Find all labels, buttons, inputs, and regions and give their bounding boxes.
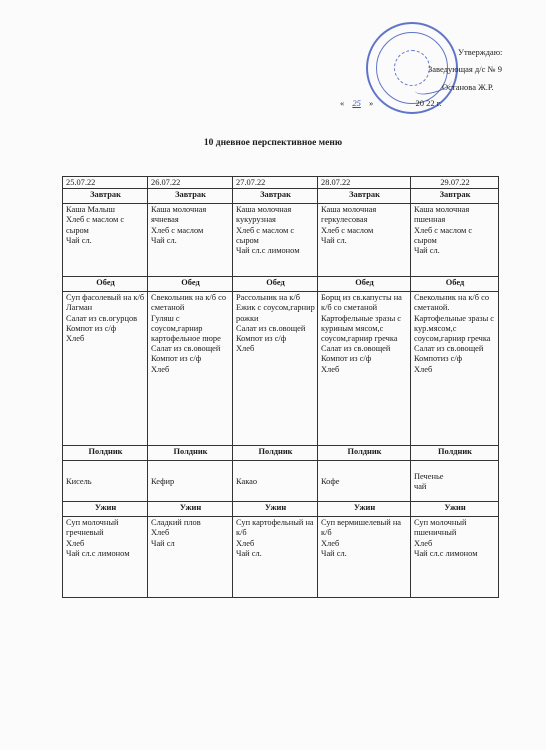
date-cell: 25.07.22 — [63, 177, 148, 189]
date-cell: 29.07.22 — [411, 177, 499, 189]
menu-cell — [411, 204, 499, 277]
menu-cell-text: Свекольник на к/б со сметаной. Картофельные зразы с кур.мясом,с соусом,гарнир гречка Салат из св.овощей Компотиз с/ф Хлеб — [414, 293, 495, 374]
approval-date-day: 25 — [352, 98, 361, 108]
menu-table — [62, 176, 499, 598]
menu-cell-text: Каша молочная пшенная Хлеб с маслом с сыром Чай сл. — [414, 205, 473, 256]
menu-cell — [318, 461, 411, 502]
lunch-row — [63, 292, 499, 446]
snack-header-row — [63, 446, 499, 461]
menu-cell — [148, 204, 233, 277]
meal-label: Завтрак — [318, 189, 411, 204]
dinner-header-row — [63, 502, 499, 517]
meal-label: Обед — [233, 277, 318, 292]
meal-label: Завтрак — [233, 189, 318, 204]
breakfast-header-row — [63, 189, 499, 204]
menu-cell — [318, 517, 411, 598]
menu-cell-text: Борщ из св.капусты на к/б со сметаной Картофельные зразы с куриным мясом,с соусом,гарнир гречка Салат из св.овощей Компот из с/ф Хлеб — [321, 293, 402, 374]
approval-position: Заведующая д/с № 9 — [428, 64, 503, 74]
date-cell: 28.07.22 — [318, 177, 411, 189]
menu-cell-text: Кефир — [151, 476, 175, 486]
menu-cell-text: Суп вермишелевый на к/б Хлеб Чай сл. — [321, 518, 402, 558]
menu-cell-text: Суп картофельный на к/б Хлеб Чай сл. — [236, 518, 314, 558]
menu-cell — [148, 292, 233, 446]
menu-cell-text: Каша молочная кукурузная Хлеб с маслом с сыром Чай сл.с лимоном — [236, 205, 300, 256]
menu-cell-text: Каша молочная геркулесовая Хлеб с маслом Чай сл. — [321, 205, 377, 245]
menu-cell-text: Какао — [236, 476, 258, 486]
menu-cell — [233, 292, 318, 446]
menu-cell-text: Суп молочный гречневый Хлеб Чай сл.с лимоном — [66, 518, 130, 558]
meal-label: Обед — [318, 277, 411, 292]
meal-label: Ужин — [148, 502, 233, 517]
menu-cell-text: Каша молочная ячневая Хлеб с маслом Чай сл. — [151, 205, 207, 245]
approval-date-year: 20 — [415, 98, 424, 108]
meal-label: Ужин — [411, 502, 499, 517]
meal-label: Обед — [63, 277, 148, 292]
menu-cell-text: Печенье чай — [414, 471, 444, 491]
meal-label: Ужин — [63, 502, 148, 517]
menu-cell-text: Кисель — [66, 476, 92, 486]
menu-cell — [63, 461, 148, 502]
approval-name: Останова Ж.Р. — [442, 82, 494, 92]
meal-label: Полдник — [63, 446, 148, 461]
date-cell: 27.07.22 — [233, 177, 318, 189]
lunch-header-row — [63, 277, 499, 292]
meal-label: Полдник — [318, 446, 411, 461]
dinner-row — [63, 517, 499, 598]
meal-label: Ужин — [233, 502, 318, 517]
meal-label: Обед — [148, 277, 233, 292]
approval-heading: Утверждаю: — [458, 47, 503, 57]
page-title: 10 дневное перспективное меню — [203, 138, 343, 148]
approval-date-open: « — [340, 98, 345, 108]
menu-cell-text: Суп молочный пшеничный Хлеб Чай сл.с лимоном — [414, 518, 478, 558]
snack-row — [63, 461, 499, 502]
menu-cell — [233, 517, 318, 598]
approval-date-end: 22 г. — [426, 98, 442, 108]
menu-cell — [411, 517, 499, 598]
dates-row — [63, 177, 499, 189]
menu-cell-text: Суп фасолевый на к/б Лагман Салат из св.огурцов Компот из с/ф Хлеб — [66, 293, 145, 344]
meal-label: Завтрак — [63, 189, 148, 204]
meal-label: Полдник — [233, 446, 318, 461]
menu-cell — [411, 461, 499, 502]
meal-label: Ужин — [318, 502, 411, 517]
approval-date — [340, 97, 441, 109]
menu-cell — [233, 204, 318, 277]
breakfast-row — [63, 204, 499, 277]
menu-cell-text: Каша Малыш Хлеб с маслом с сыром Чай сл. — [66, 205, 125, 245]
menu-cell — [233, 461, 318, 502]
meal-label: Завтрак — [148, 189, 233, 204]
meal-label: Полдник — [148, 446, 233, 461]
meal-label: Завтрак — [411, 189, 499, 204]
menu-cell — [63, 292, 148, 446]
menu-cell — [411, 292, 499, 446]
menu-cell — [318, 292, 411, 446]
menu-cell-text: Сладкий плов Хлеб Чай сл — [151, 518, 201, 548]
meal-label: Полдник — [411, 446, 499, 461]
menu-cell — [148, 517, 233, 598]
menu-cell-text: Свекольник на к/б со сметаной Гуляш с соусом,гарнир картофельное пюре Салат из св.овощей Компот из с/ф Хлеб — [151, 293, 227, 374]
approval-date-mid: » — [369, 98, 374, 108]
menu-cell — [148, 461, 233, 502]
menu-cell — [63, 204, 148, 277]
meal-label: Обед — [411, 277, 499, 292]
menu-cell — [318, 204, 411, 277]
menu-cell — [63, 517, 148, 598]
menu-cell-text: Рассольник на к/б Ежик с соусом,гарнир рожки Салат из св.овощей Компот из с/ф Хлеб — [236, 293, 315, 354]
date-cell: 26.07.22 — [148, 177, 233, 189]
menu-cell-text: Кофе — [321, 476, 340, 486]
